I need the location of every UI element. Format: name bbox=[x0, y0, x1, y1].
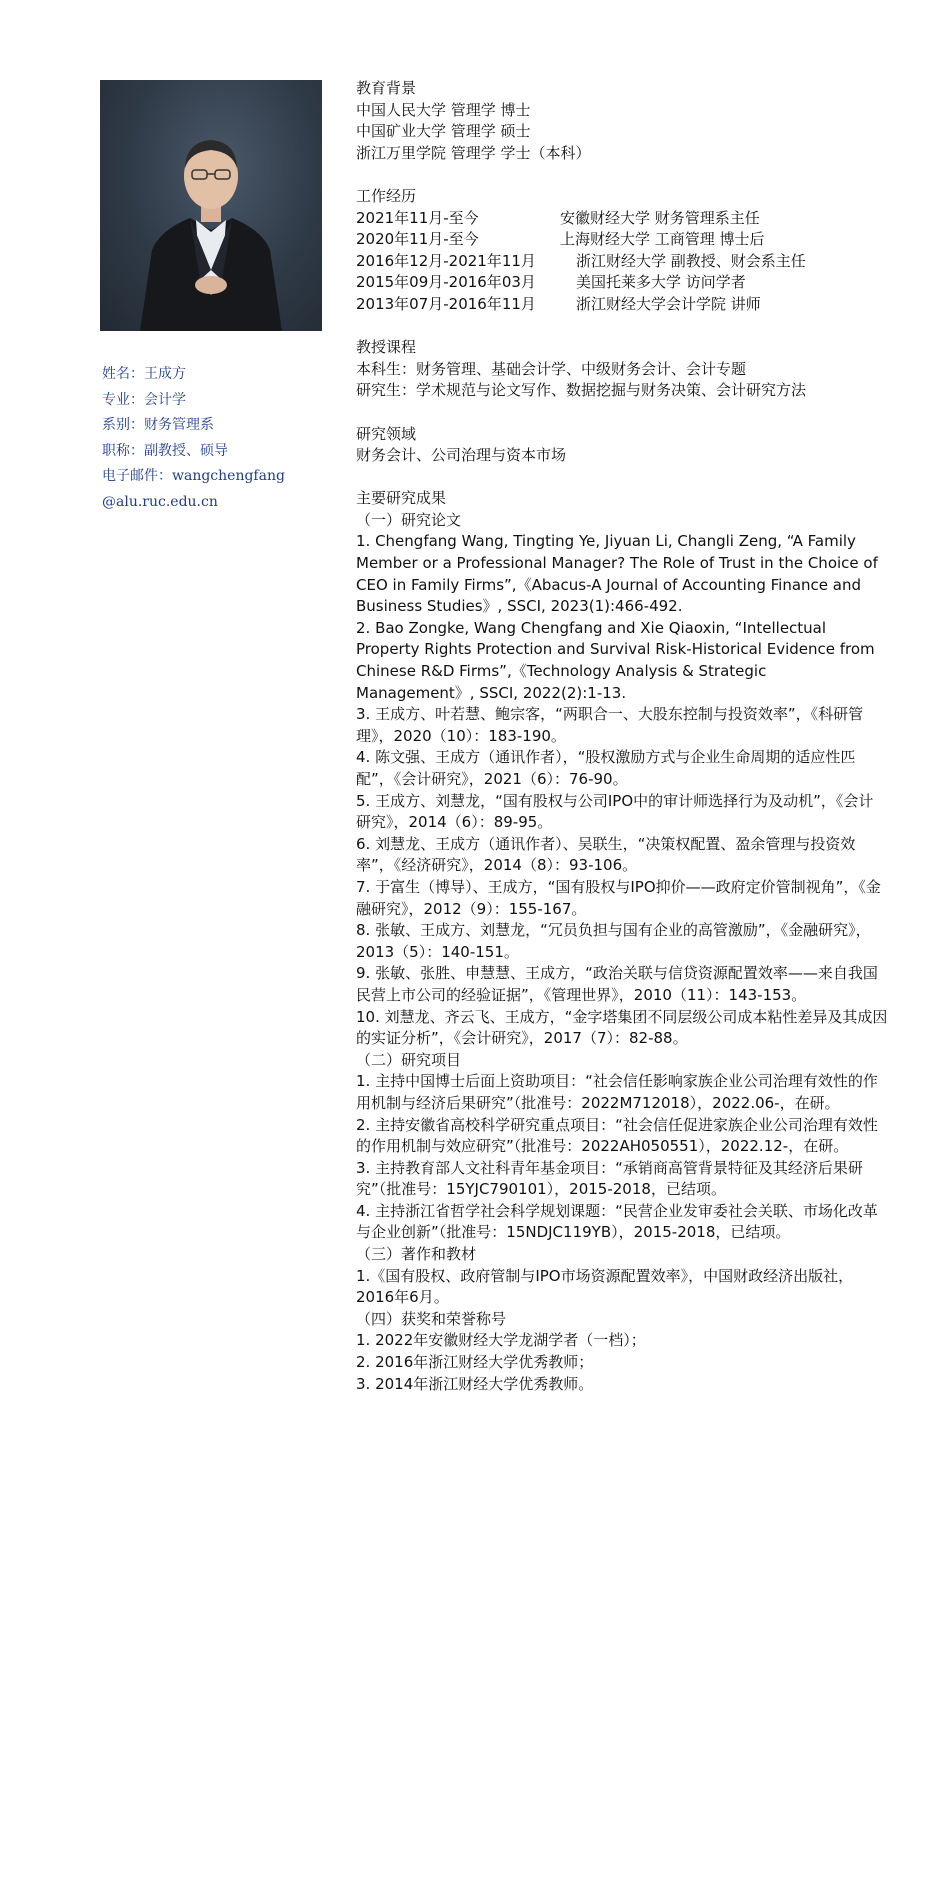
work-item bbox=[356, 272, 888, 294]
profile-department: 系别：财务管理系 bbox=[102, 417, 214, 433]
education-item: 中国人民大学 管理学 博士 bbox=[356, 100, 531, 119]
work-section bbox=[356, 186, 888, 316]
profile-info bbox=[102, 362, 342, 515]
education-section bbox=[356, 78, 888, 164]
profile-email-line1: 电子邮件：wangchengfang bbox=[102, 468, 285, 484]
work-desc: 浙江财经大学会计学院 讲师 bbox=[576, 294, 761, 313]
paper-item: 1. Chengfang Wang, Tingting Ye, Jiyuan Li, Changli Zeng, “A Family Member or a Professional Manager? The Role of Trust in the Choice of CEO in Family Firms”,《Abacus-A Journal of Accounting Finance and Business Studies》, SSCI, 2023(1):466-492. bbox=[356, 532, 878, 616]
paper-item: 6. 刘慧龙、王成方（通讯作者）、吴联生，“决策权配置、盈余管理与投资效率”，《经济研究》，2014（8）：93-106。 bbox=[356, 834, 856, 875]
work-item bbox=[356, 294, 888, 316]
paper-item: 2. Bao Zongke, Wang Chengfang and Xie Qiaoxin, “Intellectual Property Rights Protection and Survival Risk-Historical Evidence from Chinese R&D Firms”,《Technology Analysis & Strategic Management》, SSCI, 2022(2):1-13. bbox=[356, 618, 875, 702]
paper-item: 8. 张敏、王成方、刘慧龙，“冗员负担与国有企业的高管激励”，《金融研究》，2013（5）：140-151。 bbox=[356, 921, 871, 961]
research-text: 财务会计、公司治理与资本市场 bbox=[356, 446, 567, 465]
work-desc: 安徽财经大学 财务管理系主任 bbox=[560, 208, 760, 227]
projects-heading: （二）研究项目 bbox=[356, 1050, 462, 1069]
work-period: 2015年09月-2016年03月 bbox=[356, 273, 536, 292]
award-item: 2. 2016年浙江财经大学优秀教师； bbox=[356, 1353, 594, 1372]
award-item: 3. 2014年浙江财经大学优秀教师。 bbox=[356, 1374, 594, 1393]
education-heading: 教育背景 bbox=[356, 79, 417, 97]
profile-photo bbox=[100, 80, 322, 331]
paper-item: 10. 刘慧龙、齐云飞、王成方，“金字塔集团不同层级公司成本粘性差异及其成因的实证分析”，《会计研究》，2017（7）：82-88。 bbox=[356, 1007, 888, 1048]
work-period: 2021年11月-至今 bbox=[356, 208, 479, 227]
research-heading: 研究领域 bbox=[356, 424, 417, 443]
profile-major: 专业：会计学 bbox=[102, 391, 186, 408]
achievements-heading: 主要研究成果 bbox=[356, 489, 447, 508]
work-desc: 美国托莱多大学 访问学者 bbox=[576, 273, 746, 292]
education-item: 中国矿业大学 管理学 硕士 bbox=[356, 122, 531, 141]
work-desc: 浙江财经大学 副教授、财会系主任 bbox=[576, 251, 806, 270]
paper-item: 7. 于富生（博导）、王成方，“国有股权与IPO抑价——政府定价管制视角”，《金融研究》，2012（9）：155-167。 bbox=[356, 877, 881, 918]
project-item: 3. 主持教育部人文社科青年基金项目：“承销商高管背景特征及其经济后果研究”（批准号：15YJC790101），2015-2018，已结项。 bbox=[356, 1158, 863, 1199]
work-heading: 工作经历 bbox=[356, 186, 417, 205]
award-item: 1. 2022年安徽财经大学龙湖学者（一档）； bbox=[356, 1331, 646, 1350]
course-item: 研究生：学术规范与论文写作、数据挖掘与财务决策、会计研究方法 bbox=[356, 381, 807, 400]
awards-heading: （四）获奖和荣誉称号 bbox=[356, 1309, 507, 1328]
work-item bbox=[356, 229, 888, 251]
research-section bbox=[356, 424, 888, 467]
work-item bbox=[356, 208, 888, 230]
education-item: 浙江万里学院 管理学 学士（本科） bbox=[356, 143, 591, 162]
achievements-section bbox=[356, 488, 888, 1395]
paper-item: 3. 王成方、叶若慧、鲍宗客，“两职合一、大股东控制与投资效率”，《科研管理》，2020（10）：183-190。 bbox=[356, 705, 864, 745]
work-item bbox=[356, 251, 888, 273]
work-period: 2016年12月-2021年11月 bbox=[356, 251, 536, 270]
profile-title: 职称：副教授、硕导 bbox=[102, 442, 228, 459]
courses-section bbox=[356, 337, 888, 402]
work-period: 2013年07月-2016年11月 bbox=[356, 294, 536, 313]
books-heading: （三）著作和教材 bbox=[356, 1245, 477, 1264]
paper-item: 9. 张敏、张胜、申慧慧、王成方，“政治关联与信贷资源配置效率——来自我国民营上市公司的经验证据”，《管理世界》，2010（11）：143-153。 bbox=[356, 964, 878, 1004]
course-item: 本科生：财务管理、基础会计学、中级财务会计、会计专题 bbox=[356, 359, 747, 378]
profile-name: 姓名：王成方 bbox=[102, 366, 186, 382]
cv-main bbox=[356, 78, 888, 1417]
book-item: 1.《国有股权、政府管制与IPO市场资源配置效率》，中国财政经济出版社，2016年6月。 bbox=[356, 1266, 854, 1307]
paper-item: 5. 王成方、刘慧龙，“国有股权与公司IPO中的审计师选择行为及动机”，《会计研究》，2014（6）：89-95。 bbox=[356, 791, 874, 832]
courses-heading: 教授课程 bbox=[356, 338, 417, 357]
project-item: 4. 主持浙江省哲学社会科学规划课题：“民营企业发审委社会关联、市场化改革与企业创新”（批准号：15NDJC119YB），2015-2018，已结项。 bbox=[356, 1201, 878, 1242]
project-item: 2. 主持安徽省高校科学研究重点项目：“社会信任促进家族企业公司治理有效性的作用机制与效应研究”（批准号：2022AH050551），2022.12-，在研。 bbox=[356, 1115, 878, 1156]
project-item: 1. 主持中国博士后面上资助项目：“社会信任影响家族企业公司治理有效性的作用机制与经济后果研究”（批准号：2022M712018），2022.06-，在研。 bbox=[356, 1072, 878, 1112]
papers-heading: （一）研究论文 bbox=[356, 510, 462, 529]
work-period: 2020年11月-至今 bbox=[356, 230, 479, 249]
profile-email-line2: @alu.ruc.edu.cn bbox=[102, 493, 218, 510]
work-desc: 上海财经大学 工商管理 博士后 bbox=[560, 230, 765, 249]
paper-item: 4. 陈文强、王成方（通讯作者），“股权激励方式与企业生命周期的适应性匹配”，《会计研究》，2021（6）：76-90。 bbox=[356, 748, 856, 788]
